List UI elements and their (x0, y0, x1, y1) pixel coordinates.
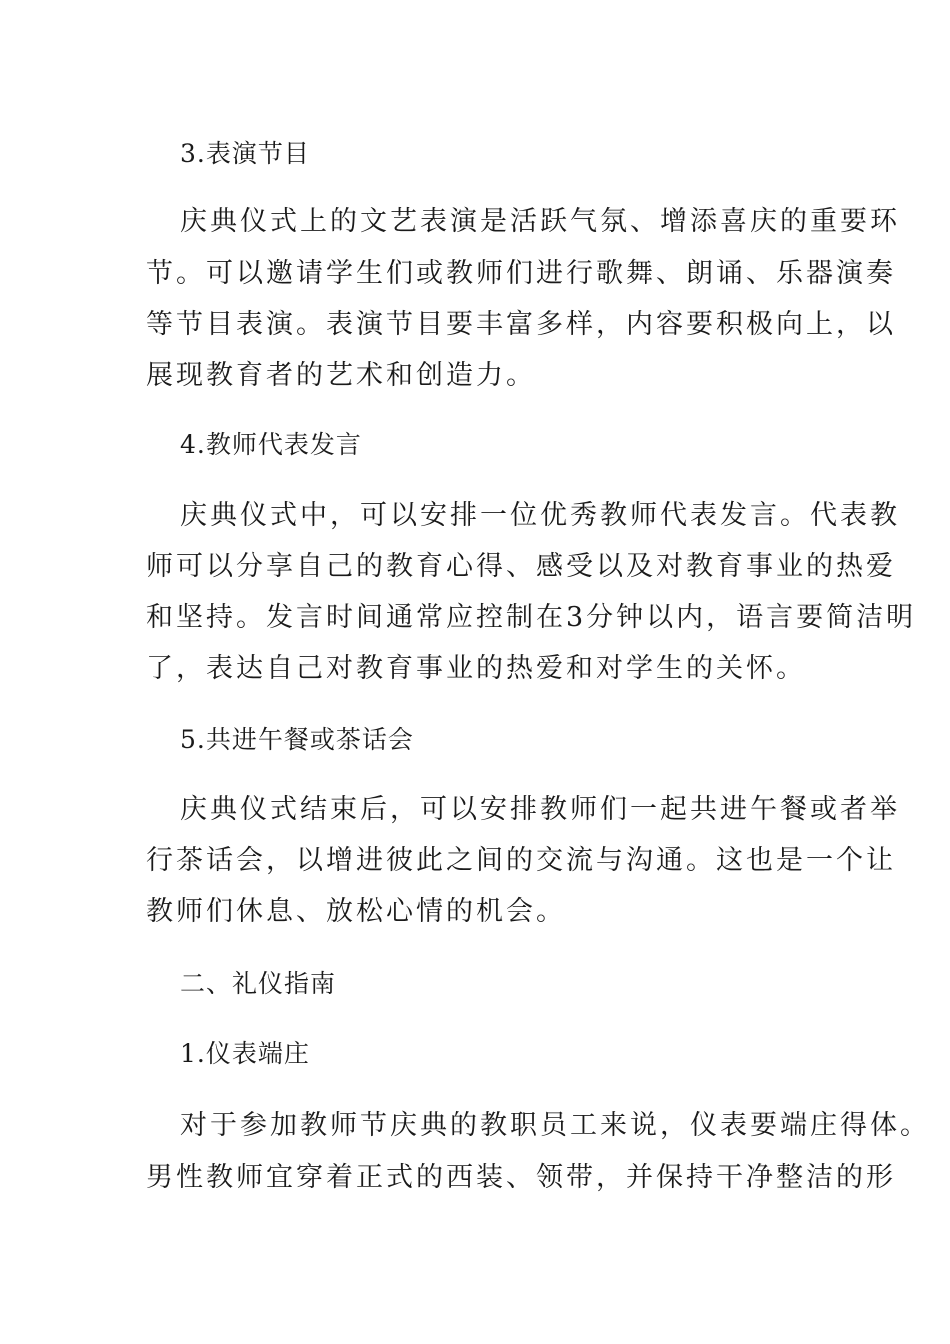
paragraph-line: 教师们休息、放松心情的机会。 (146, 896, 566, 927)
paragraph-line: 师可以分享自己的教育心得、感受以及对教育事业的热爱 (146, 551, 896, 582)
section-heading-teacher-speech: 4.教师代表发言 (180, 430, 362, 459)
paragraph-line: 和坚持。发言时间通常应控制在3分钟以内，语言要简洁明 (146, 602, 917, 633)
paragraph-line: 行茶话会，以增进彼此之间的交流与沟通。这也是一个让 (146, 845, 896, 876)
paragraph-line: 男性教师宜穿着正式的西装、领带，并保持干净整洁的形 (146, 1162, 896, 1193)
paragraph-line: 节。可以邀请学生们或教师们进行歌舞、朗诵、乐器演奏 (146, 258, 896, 289)
paragraph-line: 庆典仪式上的文艺表演是活跃气氛、增添喜庆的重要环 (180, 206, 900, 237)
paragraph-line: 庆典仪式结束后，可以安排教师们一起共进午餐或者举 (180, 794, 900, 825)
part-heading-etiquette: 二、礼仪指南 (180, 969, 337, 998)
section-heading-performance: 3.表演节目 (180, 139, 310, 168)
paragraph-line: 展现教育者的艺术和创造力。 (146, 360, 536, 391)
section-heading-lunch-tea: 5.共进午餐或茶话会 (180, 725, 414, 754)
paragraph-line: 对于参加教师节庆典的教职员工来说，仪表要端庄得体。 (180, 1110, 930, 1141)
paragraph-line: 等节目表演。表演节目要丰富多样，内容要积极向上，以 (146, 309, 896, 340)
section-heading-appearance: 1.仪表端庄 (180, 1039, 310, 1068)
paragraph-line: 庆典仪式中，可以安排一位优秀教师代表发言。代表教 (180, 500, 900, 531)
paragraph-line: 了，表达自己对教育事业的热爱和对学生的关怀。 (146, 653, 806, 684)
